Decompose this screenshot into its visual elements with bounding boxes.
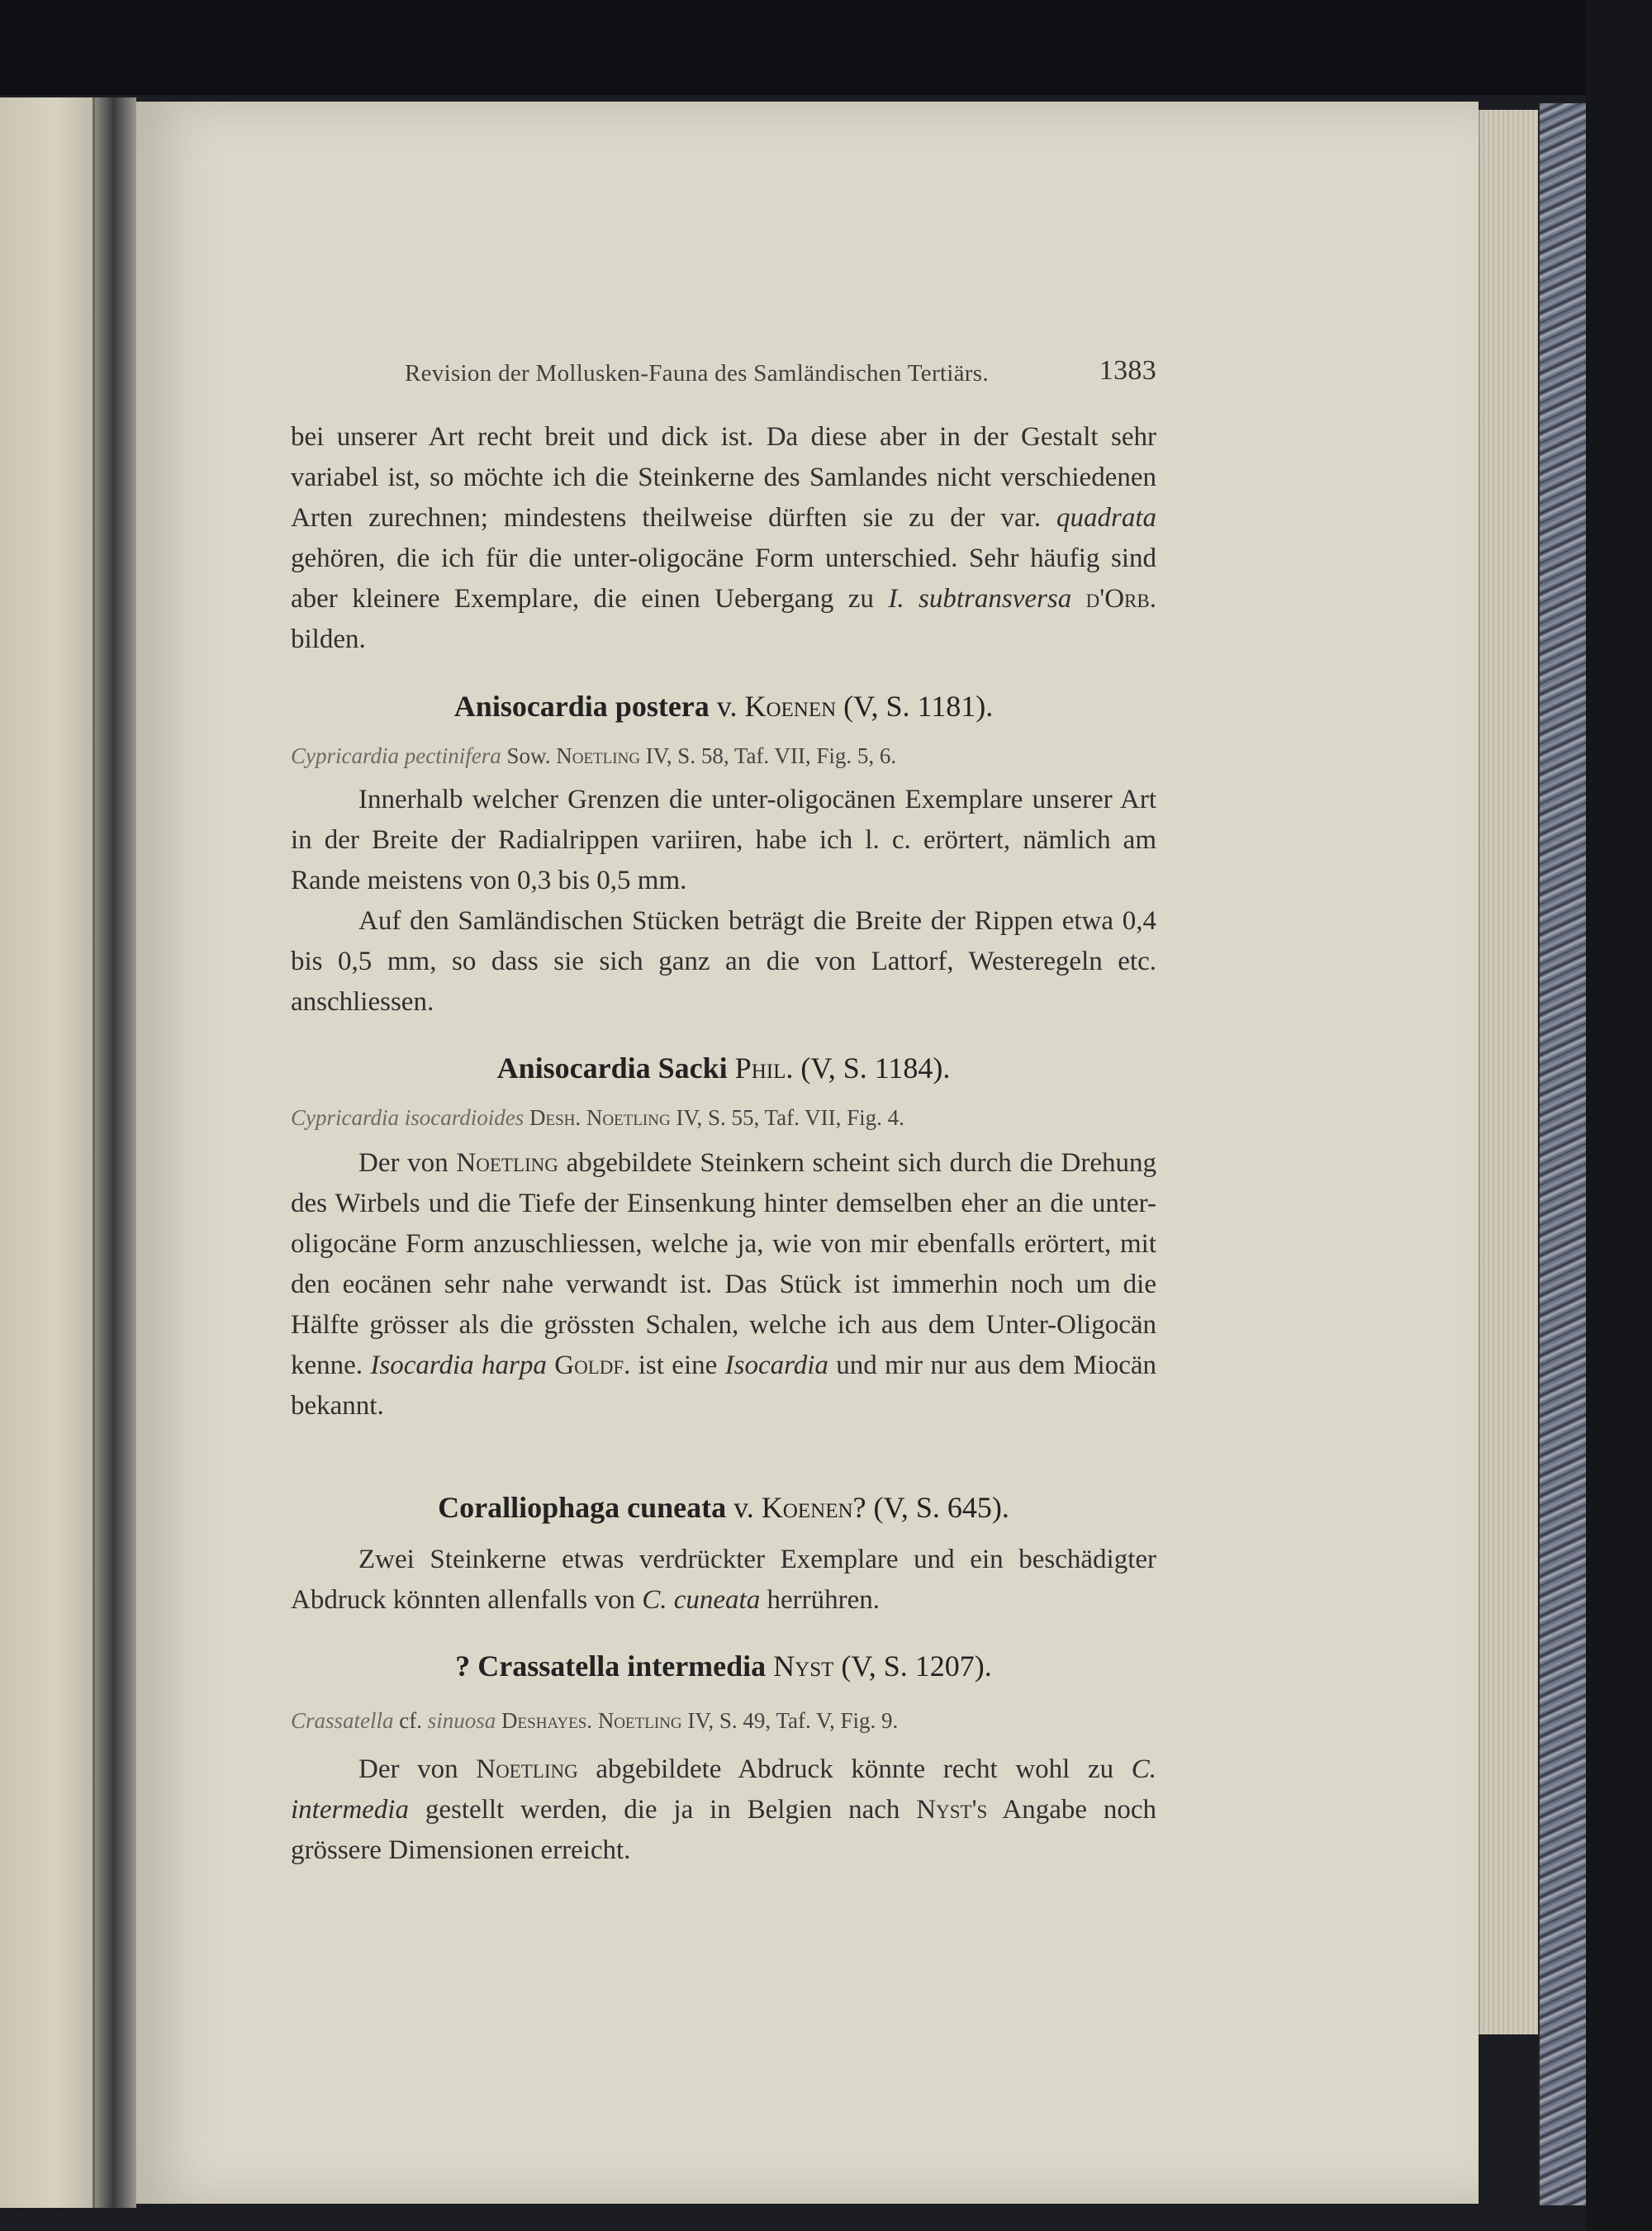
italic-run: Isocardia harpa	[370, 1350, 547, 1380]
synonym-name: Crassatella	[291, 1708, 394, 1733]
author-abbrev: d'Orb.	[1085, 584, 1156, 614]
species-heading-coralliophaga-cuneata	[291, 1490, 1156, 1525]
reference: (V, S. 1184).	[793, 1051, 951, 1085]
author-name: Noetling	[456, 1148, 558, 1178]
author-name: Nyst	[773, 1650, 834, 1683]
background-strip	[1586, 0, 1652, 2231]
paragraph	[291, 1749, 1156, 1871]
paragraph	[291, 1540, 1156, 1621]
species-heading-anisocardia-postera	[291, 689, 1156, 724]
synonym-line	[291, 1708, 1156, 1734]
running-header	[405, 355, 1156, 396]
species-name: Coralliophaga cuneata	[438, 1491, 727, 1524]
text-run: cf.	[393, 1708, 428, 1733]
author-name: Deshayes.	[501, 1708, 593, 1733]
author-name: Nyst's	[916, 1795, 988, 1825]
species-name: ? Crassatella intermedia	[455, 1650, 767, 1683]
text-run: herrühren.	[760, 1585, 880, 1615]
text-run: abgebildete Abdruck könnte recht wohl zu	[577, 1754, 1132, 1784]
running-title: Revision der Mollusken-Fauna des Samländischen Tertiärs.	[405, 360, 989, 387]
author-name: Noetling	[597, 1708, 682, 1733]
text-run	[728, 1051, 735, 1085]
species-heading-crassatella-intermedia	[291, 1649, 1156, 1683]
text-run: bilden.	[291, 624, 366, 654]
intro-paragraph	[291, 417, 1156, 660]
section-body	[291, 1749, 1156, 1871]
paragraph	[291, 1143, 1156, 1426]
section-body	[291, 1143, 1156, 1426]
synonym-name: Cypricardia isocardioides	[291, 1105, 525, 1130]
left-page-edge	[0, 97, 95, 2208]
page-stack-edge	[1479, 110, 1540, 2034]
author-name: Phil.	[734, 1051, 794, 1085]
italic-run: C. cuneata	[642, 1585, 761, 1615]
page-number: 1383	[1099, 355, 1156, 386]
author-name: Noetling	[476, 1754, 578, 1784]
text-run: Der von	[358, 1754, 477, 1784]
text-run: gestellt werden, die ja in Belgien nach	[408, 1795, 917, 1825]
synonym-line	[291, 1105, 1156, 1131]
section-body	[291, 780, 1156, 1023]
book-top-edge	[0, 0, 1652, 95]
text-run: bei unserer Art recht breit und dick ist. Da diese aber in der Gestalt sehr variabel ist, so möchte ich die Steinkerne des Samlandes nicht verschiedenen Arten zurechnen; mindestens theilweise dürften sie zu der var.	[291, 422, 1156, 533]
section-body	[291, 1540, 1156, 1621]
author-name: Koenen	[761, 1491, 853, 1524]
synonym-name: Cypricardia pectinifera	[291, 743, 501, 768]
marbled-cover-edge	[1538, 103, 1588, 2205]
text-run: und mir nur aus dem Miocän bekannt.	[291, 1350, 1156, 1421]
synonym-line	[291, 743, 1156, 769]
reference: (V, S. 1181).	[836, 690, 994, 723]
reference: (V, S. 1207).	[833, 1650, 992, 1683]
reference: ? (V, S. 645).	[852, 1491, 1009, 1524]
text-run: abgebildete Steinkern scheint sich durch die Drehung des Wirbels und die Tiefe der Einsenkung hinter demselben eher an die unter-oligocäne Form anzuschliessen, welche ja, wie von mir ebenfalls erörtert, mit den eocänen sehr nahe verwandt ist. Das Stück ist immerhin noch um die Hälfte grösser als die grössten Schalen, welche ich aus dem Unter-Oligocän kenne.	[291, 1148, 1156, 1380]
text-run	[1071, 584, 1085, 614]
reference: IV, S. 55, Taf. VII, Fig. 4.	[670, 1105, 904, 1130]
text-run: gehören, die ich für die unter-oligocäne Form unterschied. Sehr häufig sind aber kleinere Exemplare, die einen Uebergang zu	[291, 544, 1156, 614]
species-name: Anisocardia Sacki	[496, 1051, 728, 1085]
text-run	[524, 1105, 529, 1130]
italic-run: I. subtransversa	[888, 584, 1072, 614]
text-run: Angabe noch grössere Dimensionen erreicht.	[291, 1795, 1157, 1865]
reference: IV, S. 49, Taf. V, Fig. 9.	[681, 1708, 899, 1733]
italic-run: Isocardia	[724, 1350, 828, 1380]
author-name: Goldf.	[554, 1350, 631, 1380]
author-name: Koenen	[744, 690, 837, 723]
text-run: Der von	[358, 1148, 457, 1178]
book-gutter	[95, 97, 136, 2208]
reference: IV, S. 58, Taf. VII, Fig. 5, 6.	[640, 743, 897, 768]
text-run: v.	[709, 690, 745, 723]
text-run	[766, 1650, 773, 1683]
species-heading-anisocardia-sacki	[291, 1051, 1156, 1085]
italic-run: quadrata	[1056, 503, 1156, 533]
author-name: Desh.	[529, 1105, 582, 1130]
author-name: Noetling	[556, 743, 641, 768]
italic-run: C. intermedia	[291, 1754, 1157, 1825]
author-name: Noetling	[586, 1105, 671, 1130]
paragraph: Auf den Samländischen Stücken beträgt die Breite der Rippen etwa 0,4 bis 0,5 mm, so dass sie sich ganz an die von Lattorf, Westeregeln etc. anschliessen.	[291, 906, 1156, 1017]
synonym-name: sinuosa	[427, 1708, 496, 1733]
text-run: Sow.	[501, 743, 557, 768]
text-run: ist eine	[630, 1350, 725, 1380]
species-name: Anisocardia postera	[453, 690, 710, 723]
text-run: v.	[726, 1491, 762, 1524]
text-run: Zwei Steinkerne etwas verdrückter Exemplare und ein beschädigter Abdruck könnten allenfalls von	[291, 1545, 1156, 1615]
paragraph: Innerhalb welcher Grenzen die unter-oligocänen Exemplare unserer Art in der Breite der Radialrippen variiren, habe ich l. c. erörtert, nämlich am Rande meistens von 0,3 bis 0,5 mm.	[291, 785, 1156, 895]
